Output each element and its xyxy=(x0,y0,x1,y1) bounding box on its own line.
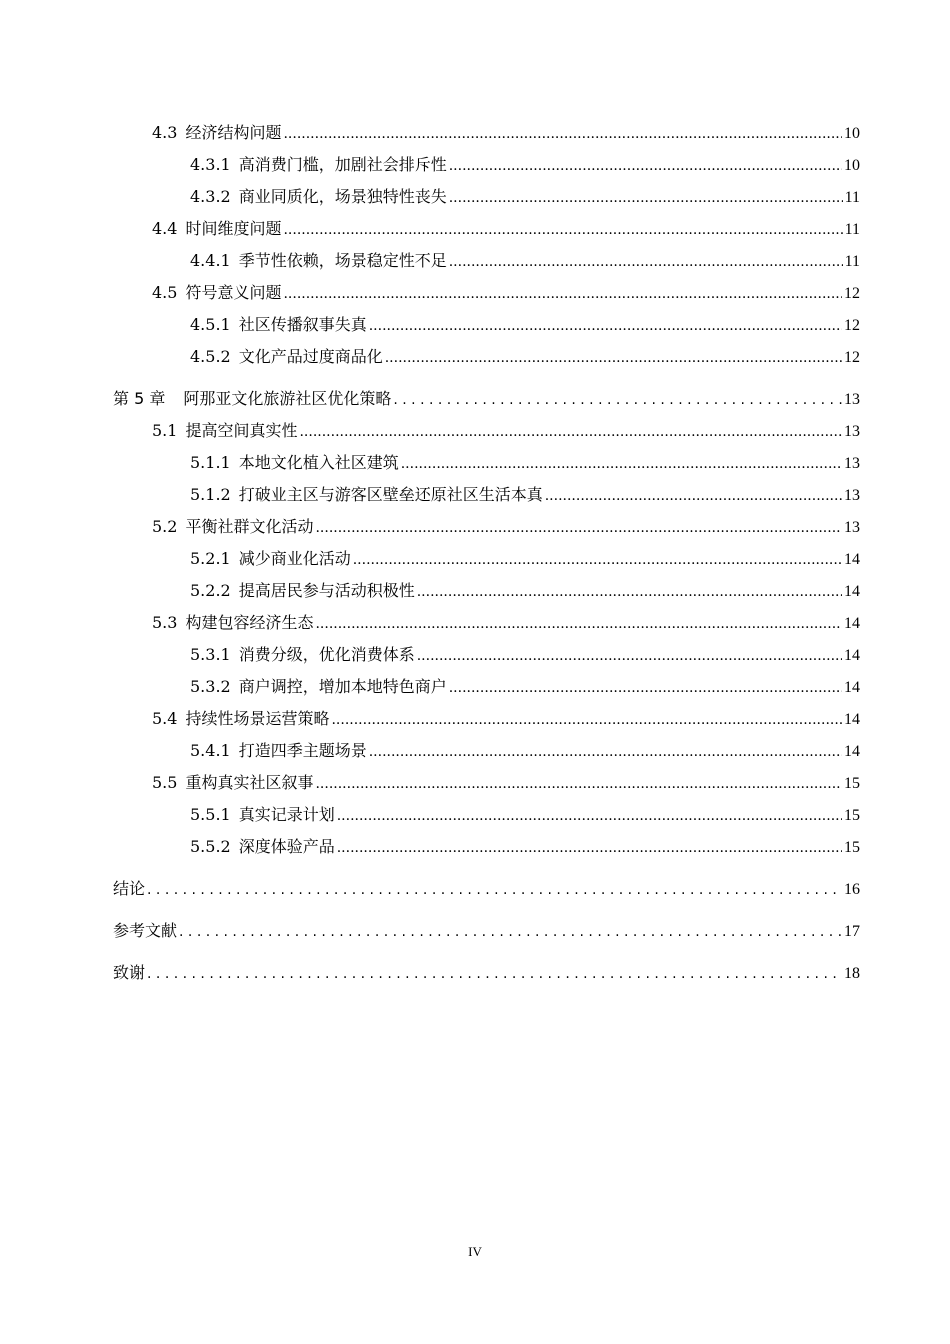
toc-entry[interactable] xyxy=(113,479,860,511)
toc-entry[interactable] xyxy=(113,213,860,245)
toc-entry[interactable] xyxy=(113,767,860,799)
toc-entry[interactable] xyxy=(113,575,860,607)
toc-leader xyxy=(315,767,842,800)
toc-leader xyxy=(417,575,842,608)
toc-title: 高消费门槛，加剧社会排斥性 xyxy=(238,155,447,174)
toc-leader xyxy=(331,703,842,736)
toc-page: 13 xyxy=(844,423,860,440)
toc-leader xyxy=(449,245,843,278)
toc-entry[interactable] xyxy=(113,543,860,575)
toc-page: 13 xyxy=(844,487,860,504)
toc-page: 14 xyxy=(844,615,860,632)
toc-number: 4.5.1 xyxy=(190,315,231,334)
toc-entry[interactable] xyxy=(113,309,860,341)
toc-entry[interactable] xyxy=(113,831,860,863)
toc-title: 商户调控，增加本地特色商户 xyxy=(238,677,447,696)
toc-page: 13 xyxy=(844,455,860,472)
toc-page: 18 xyxy=(844,965,860,982)
toc-leader xyxy=(337,799,842,832)
toc-page: 15 xyxy=(844,807,860,824)
toc-title: 消费分级，优化消费体系 xyxy=(238,645,415,664)
toc-entry[interactable] xyxy=(113,341,860,373)
toc-number: 4.3.1 xyxy=(190,155,231,174)
toc-leader xyxy=(449,181,843,214)
toc-number: 4.5.2 xyxy=(190,347,231,366)
toc-leader xyxy=(385,341,842,374)
toc-leader xyxy=(147,957,842,990)
toc-entry[interactable] xyxy=(113,117,860,149)
toc-leader xyxy=(417,639,842,672)
toc-number: 5.4 xyxy=(152,709,178,728)
toc-number: 5.5 xyxy=(152,773,178,792)
toc-number: 4.3 xyxy=(152,123,178,142)
toc-number: 5.2 xyxy=(152,517,178,536)
page-number: IV xyxy=(468,1244,482,1259)
toc-leader xyxy=(353,543,842,576)
toc-entry[interactable] xyxy=(113,671,860,703)
toc-title: 平衡社群文化活动 xyxy=(185,517,314,536)
toc-leader xyxy=(337,831,842,864)
toc-page: 15 xyxy=(844,839,860,856)
toc-page: 11 xyxy=(844,253,860,270)
toc-leader xyxy=(449,671,842,704)
toc-title: 持续性场景运营策略 xyxy=(185,709,330,728)
toc-page: 14 xyxy=(844,583,860,600)
toc-number: 4.4.1 xyxy=(190,251,231,270)
toc-page: 14 xyxy=(844,743,860,760)
toc-title: 结论 xyxy=(113,879,146,898)
toc-leader xyxy=(369,309,842,342)
toc-title: 提高空间真实性 xyxy=(185,421,298,440)
toc-chapter-number: 第 5 章 xyxy=(113,389,166,408)
toc-number: 5.1.1 xyxy=(190,453,231,472)
toc-title: 时间维度问题 xyxy=(185,219,282,238)
toc-entry[interactable] xyxy=(113,181,860,213)
toc-number: 5.5.1 xyxy=(190,805,231,824)
toc-page: 11 xyxy=(844,221,860,238)
toc-leader xyxy=(315,511,842,544)
toc-number: 5.1 xyxy=(152,421,178,440)
toc-number: 5.3 xyxy=(152,613,178,632)
toc-leader xyxy=(283,213,842,246)
toc-references-entry[interactable] xyxy=(113,915,860,947)
toc-page: 13 xyxy=(844,391,860,408)
toc-title: 深度体验产品 xyxy=(238,837,335,856)
toc-number: 5.1.2 xyxy=(190,485,231,504)
toc-page: 10 xyxy=(844,125,860,142)
toc-entry[interactable] xyxy=(113,703,860,735)
toc-leader xyxy=(545,479,842,512)
toc-page: 14 xyxy=(844,679,860,696)
toc-number: 5.3.2 xyxy=(190,677,231,696)
toc-title: 社区传播叙事失真 xyxy=(238,315,367,334)
toc-number: 4.3.2 xyxy=(190,187,231,206)
toc-page: 16 xyxy=(844,881,860,898)
toc-leader xyxy=(179,915,842,948)
toc-title: 符号意义问题 xyxy=(185,283,282,302)
toc-entry[interactable] xyxy=(113,277,860,309)
toc-page: 12 xyxy=(844,317,860,334)
toc-title: 提高居民参与活动积极性 xyxy=(238,581,415,600)
toc-title: 构建包容经济生态 xyxy=(185,613,314,632)
toc-title: 致谢 xyxy=(113,963,146,982)
toc-number: 4.4 xyxy=(152,219,178,238)
toc-entry[interactable] xyxy=(113,245,860,277)
toc-leader xyxy=(147,873,842,906)
toc-title: 商业同质化，场景独特性丧失 xyxy=(238,187,447,206)
toc-conclusion-entry[interactable] xyxy=(113,873,860,905)
toc-page: 17 xyxy=(844,923,860,940)
toc-number: 5.4.1 xyxy=(190,741,231,760)
toc-leader xyxy=(299,415,842,448)
toc-page: 14 xyxy=(844,711,860,728)
toc-number: 4.5 xyxy=(152,283,178,302)
toc-acknowledgements-entry[interactable] xyxy=(113,957,860,989)
toc-entry[interactable] xyxy=(113,607,860,639)
toc-entry[interactable] xyxy=(113,415,860,447)
toc-title: 打破业主区与游客区壁垒还原社区生活本真 xyxy=(238,485,543,504)
toc-leader xyxy=(449,149,842,182)
toc-number: 5.3.1 xyxy=(190,645,231,664)
toc-leader xyxy=(283,117,842,150)
toc-number: 5.2.1 xyxy=(190,549,231,568)
toc-page: 14 xyxy=(844,551,860,568)
toc-title: 本地文化植入社区建筑 xyxy=(238,453,399,472)
toc-leader xyxy=(393,383,842,416)
toc-number: 5.2.2 xyxy=(190,581,231,600)
toc-entry[interactable] xyxy=(113,639,860,671)
toc-entry[interactable] xyxy=(113,511,860,543)
toc-entry[interactable] xyxy=(113,735,860,767)
toc-page: 13 xyxy=(844,519,860,536)
toc-title: 季节性依赖，场景稳定性不足 xyxy=(238,251,447,270)
toc-chapter-entry[interactable] xyxy=(113,383,860,415)
toc-number: 5.5.2 xyxy=(190,837,231,856)
toc-title: 打造四季主题场景 xyxy=(238,741,367,760)
toc-title: 经济结构问题 xyxy=(185,123,282,142)
toc-title: 减少商业化活动 xyxy=(238,549,351,568)
toc-title: 文化产品过度商品化 xyxy=(238,347,383,366)
toc-page: 12 xyxy=(844,285,860,302)
toc-page: 14 xyxy=(844,647,860,664)
toc-entry[interactable] xyxy=(113,799,860,831)
toc-entry[interactable] xyxy=(113,149,860,181)
toc-leader xyxy=(369,735,842,768)
toc-page: 11 xyxy=(844,189,860,206)
toc-leader xyxy=(401,447,842,480)
toc-entry[interactable] xyxy=(113,447,860,479)
toc-page: 15 xyxy=(844,775,860,792)
toc-title: 真实记录计划 xyxy=(238,805,335,824)
toc-page: 12 xyxy=(844,349,860,366)
toc-title: 阿那亚文化旅游社区优化策略 xyxy=(183,389,392,408)
toc-title: 参考文献 xyxy=(113,921,178,940)
toc-leader xyxy=(315,607,842,640)
table-of-contents xyxy=(113,117,860,989)
toc-page: 10 xyxy=(844,157,860,174)
toc-leader xyxy=(283,277,842,310)
toc-title: 重构真实社区叙事 xyxy=(185,773,314,792)
